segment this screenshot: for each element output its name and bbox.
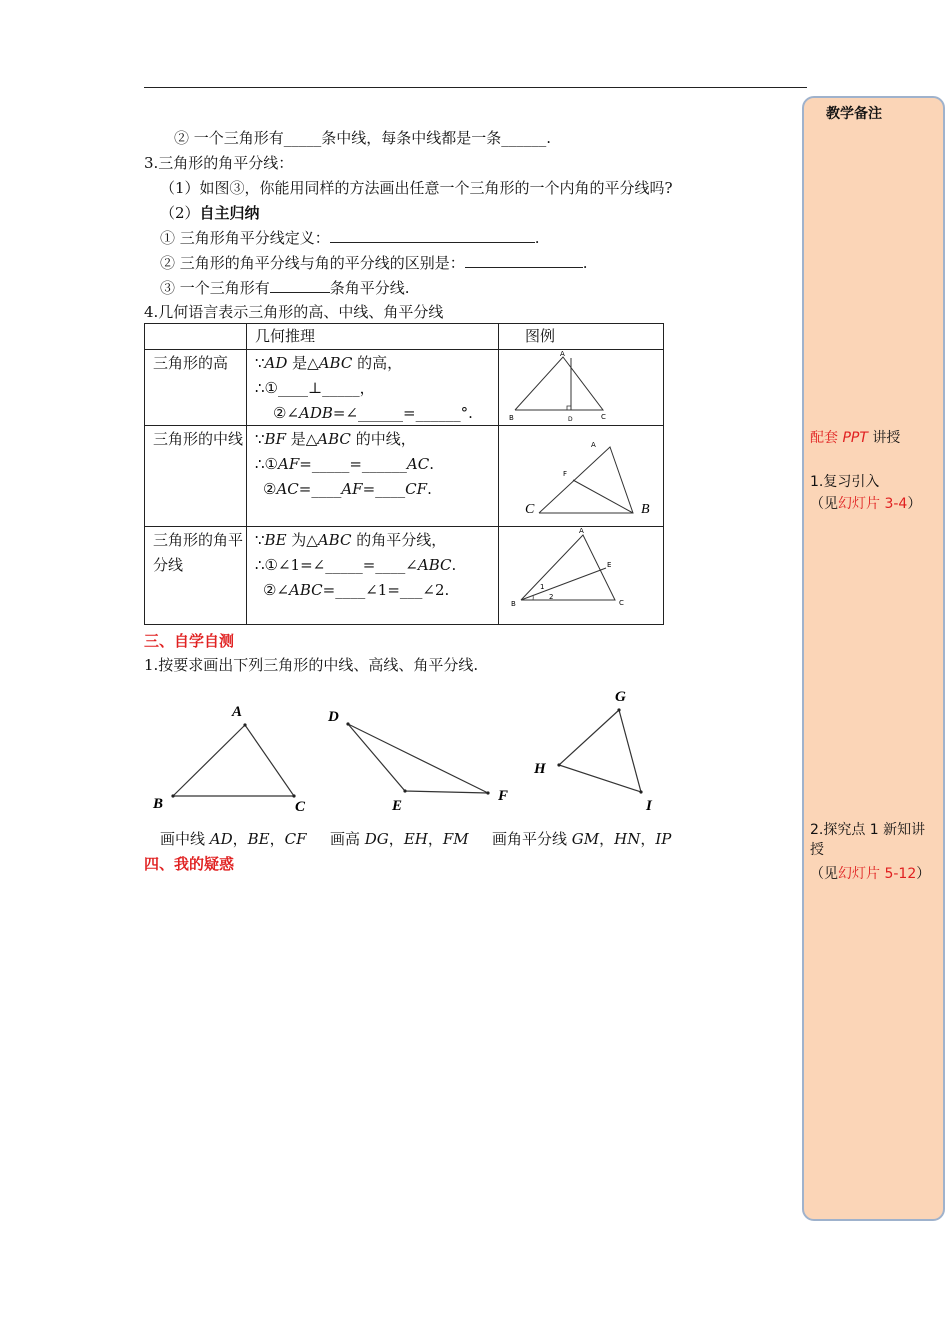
row2-line3: ②AC=____AF=____CF.	[263, 480, 432, 498]
fig3-label-e: E	[607, 561, 612, 569]
altitude-figure	[503, 350, 663, 424]
label-d: D	[328, 709, 339, 725]
label-c: C	[295, 799, 306, 815]
notes-item2-title: 2.探究点 1 新知讲授	[810, 822, 926, 858]
triangle-abc	[171, 723, 295, 797]
notes-heading: 教学备注	[826, 106, 882, 122]
practice-triangles	[144, 685, 674, 820]
label-h: H	[534, 761, 546, 777]
geometry-table	[144, 323, 664, 625]
notes-item1-ref: （见幻灯片 3-4）	[810, 496, 922, 512]
section3-q1: （1）如图③，你能用同样的方法画出任意一个三角形的一个内角的平分线吗?	[160, 179, 673, 197]
section3-title: 3.三角形的角平分线：	[144, 154, 294, 172]
part3-title: 三、自学自测	[144, 632, 235, 650]
col-header-figure: 图例	[525, 327, 556, 345]
label-f: F	[498, 788, 509, 804]
row-name-altitude: 三角形的高	[153, 354, 229, 372]
triangle-ghi	[557, 708, 642, 793]
row2-line1: ∵BF 是△ABC 的中线，	[255, 430, 416, 448]
section4-title: 4.几何语言表示三角形的高、中线、角平分线	[144, 303, 444, 321]
notes-ppt: 配套 PPT 讲授	[810, 430, 901, 446]
fig3-label-a: A	[579, 528, 584, 535]
part3-q1: 1.按要求画出下列三角形的中线、高线、角平分线.	[144, 656, 479, 674]
label-b: B	[153, 796, 164, 812]
median-count-line: ② 一个三角形有_____条中线，每条中线都是一条______.	[174, 129, 552, 147]
label-i: I	[646, 798, 652, 814]
part4-title: 四、我的疑惑	[144, 855, 235, 873]
notes-item1-title: 1.复习引入	[810, 474, 880, 490]
instruction-bisectors: 画角平分线 GM，HN，IP	[492, 830, 672, 848]
instruction-medians: 画中线 AD，BE，CF	[160, 830, 307, 848]
row2-line2: ∴①AF=_____=______AC.	[255, 455, 434, 473]
teaching-notes-panel	[802, 96, 945, 1221]
row1-line2: ∴①____⊥_____，	[255, 379, 375, 397]
triangle-def	[346, 722, 489, 794]
fig3-label-c: C	[619, 599, 624, 607]
section3-item3: ③ 一个三角形有 条角平分线.	[160, 279, 410, 297]
instruction-altitudes: 画高 DG，EH，FM	[330, 830, 469, 848]
row-name-bisector: 三角形的角平分线	[153, 531, 244, 574]
row3-line3: ②∠ABC=____∠1=___∠2.	[263, 581, 450, 599]
fig3-label-1: 1	[540, 583, 545, 591]
bisector-figure	[503, 528, 663, 623]
fig3-label-b: B	[511, 600, 516, 608]
label-a: A	[232, 704, 243, 720]
fig1-label-c: C	[601, 413, 606, 421]
col-header-reasoning: 几何推理	[255, 327, 316, 345]
section3-item1: ① 三角形角平分线定义： .	[160, 229, 540, 247]
label-e: E	[392, 798, 403, 814]
label-g: G	[615, 689, 626, 705]
fig1-label-a: A	[560, 350, 565, 358]
fig2-label-f: F	[563, 470, 568, 478]
median-figure	[503, 427, 663, 525]
section3-q2: （2）自主归纳	[160, 204, 260, 222]
fig3-label-2: 2	[549, 593, 554, 601]
row3-line1: ∵BE 为△ABC 的角平分线，	[255, 531, 447, 549]
row1-line3: ②∠ADB=∠______=______°.	[273, 404, 473, 422]
row1-line1: ∵AD 是△ABC 的高，	[255, 354, 403, 372]
fig1-label-d: D	[568, 416, 573, 423]
header-rule	[144, 87, 807, 88]
fig2-label-c: C	[525, 502, 535, 517]
row-name-median: 三角形的中线	[153, 430, 244, 448]
row3-line2: ∴①∠1=∠_____=____∠ABC.	[255, 556, 457, 574]
section3-item2: ② 三角形的角平分线与角的平分线的区别是： .	[160, 254, 588, 272]
fig2-label-a: A	[591, 441, 596, 449]
fig1-label-b: B	[509, 414, 514, 422]
fig2-label-b: B	[641, 502, 650, 517]
notes-item2-ref: （见幻灯片 5-12）	[810, 866, 931, 882]
